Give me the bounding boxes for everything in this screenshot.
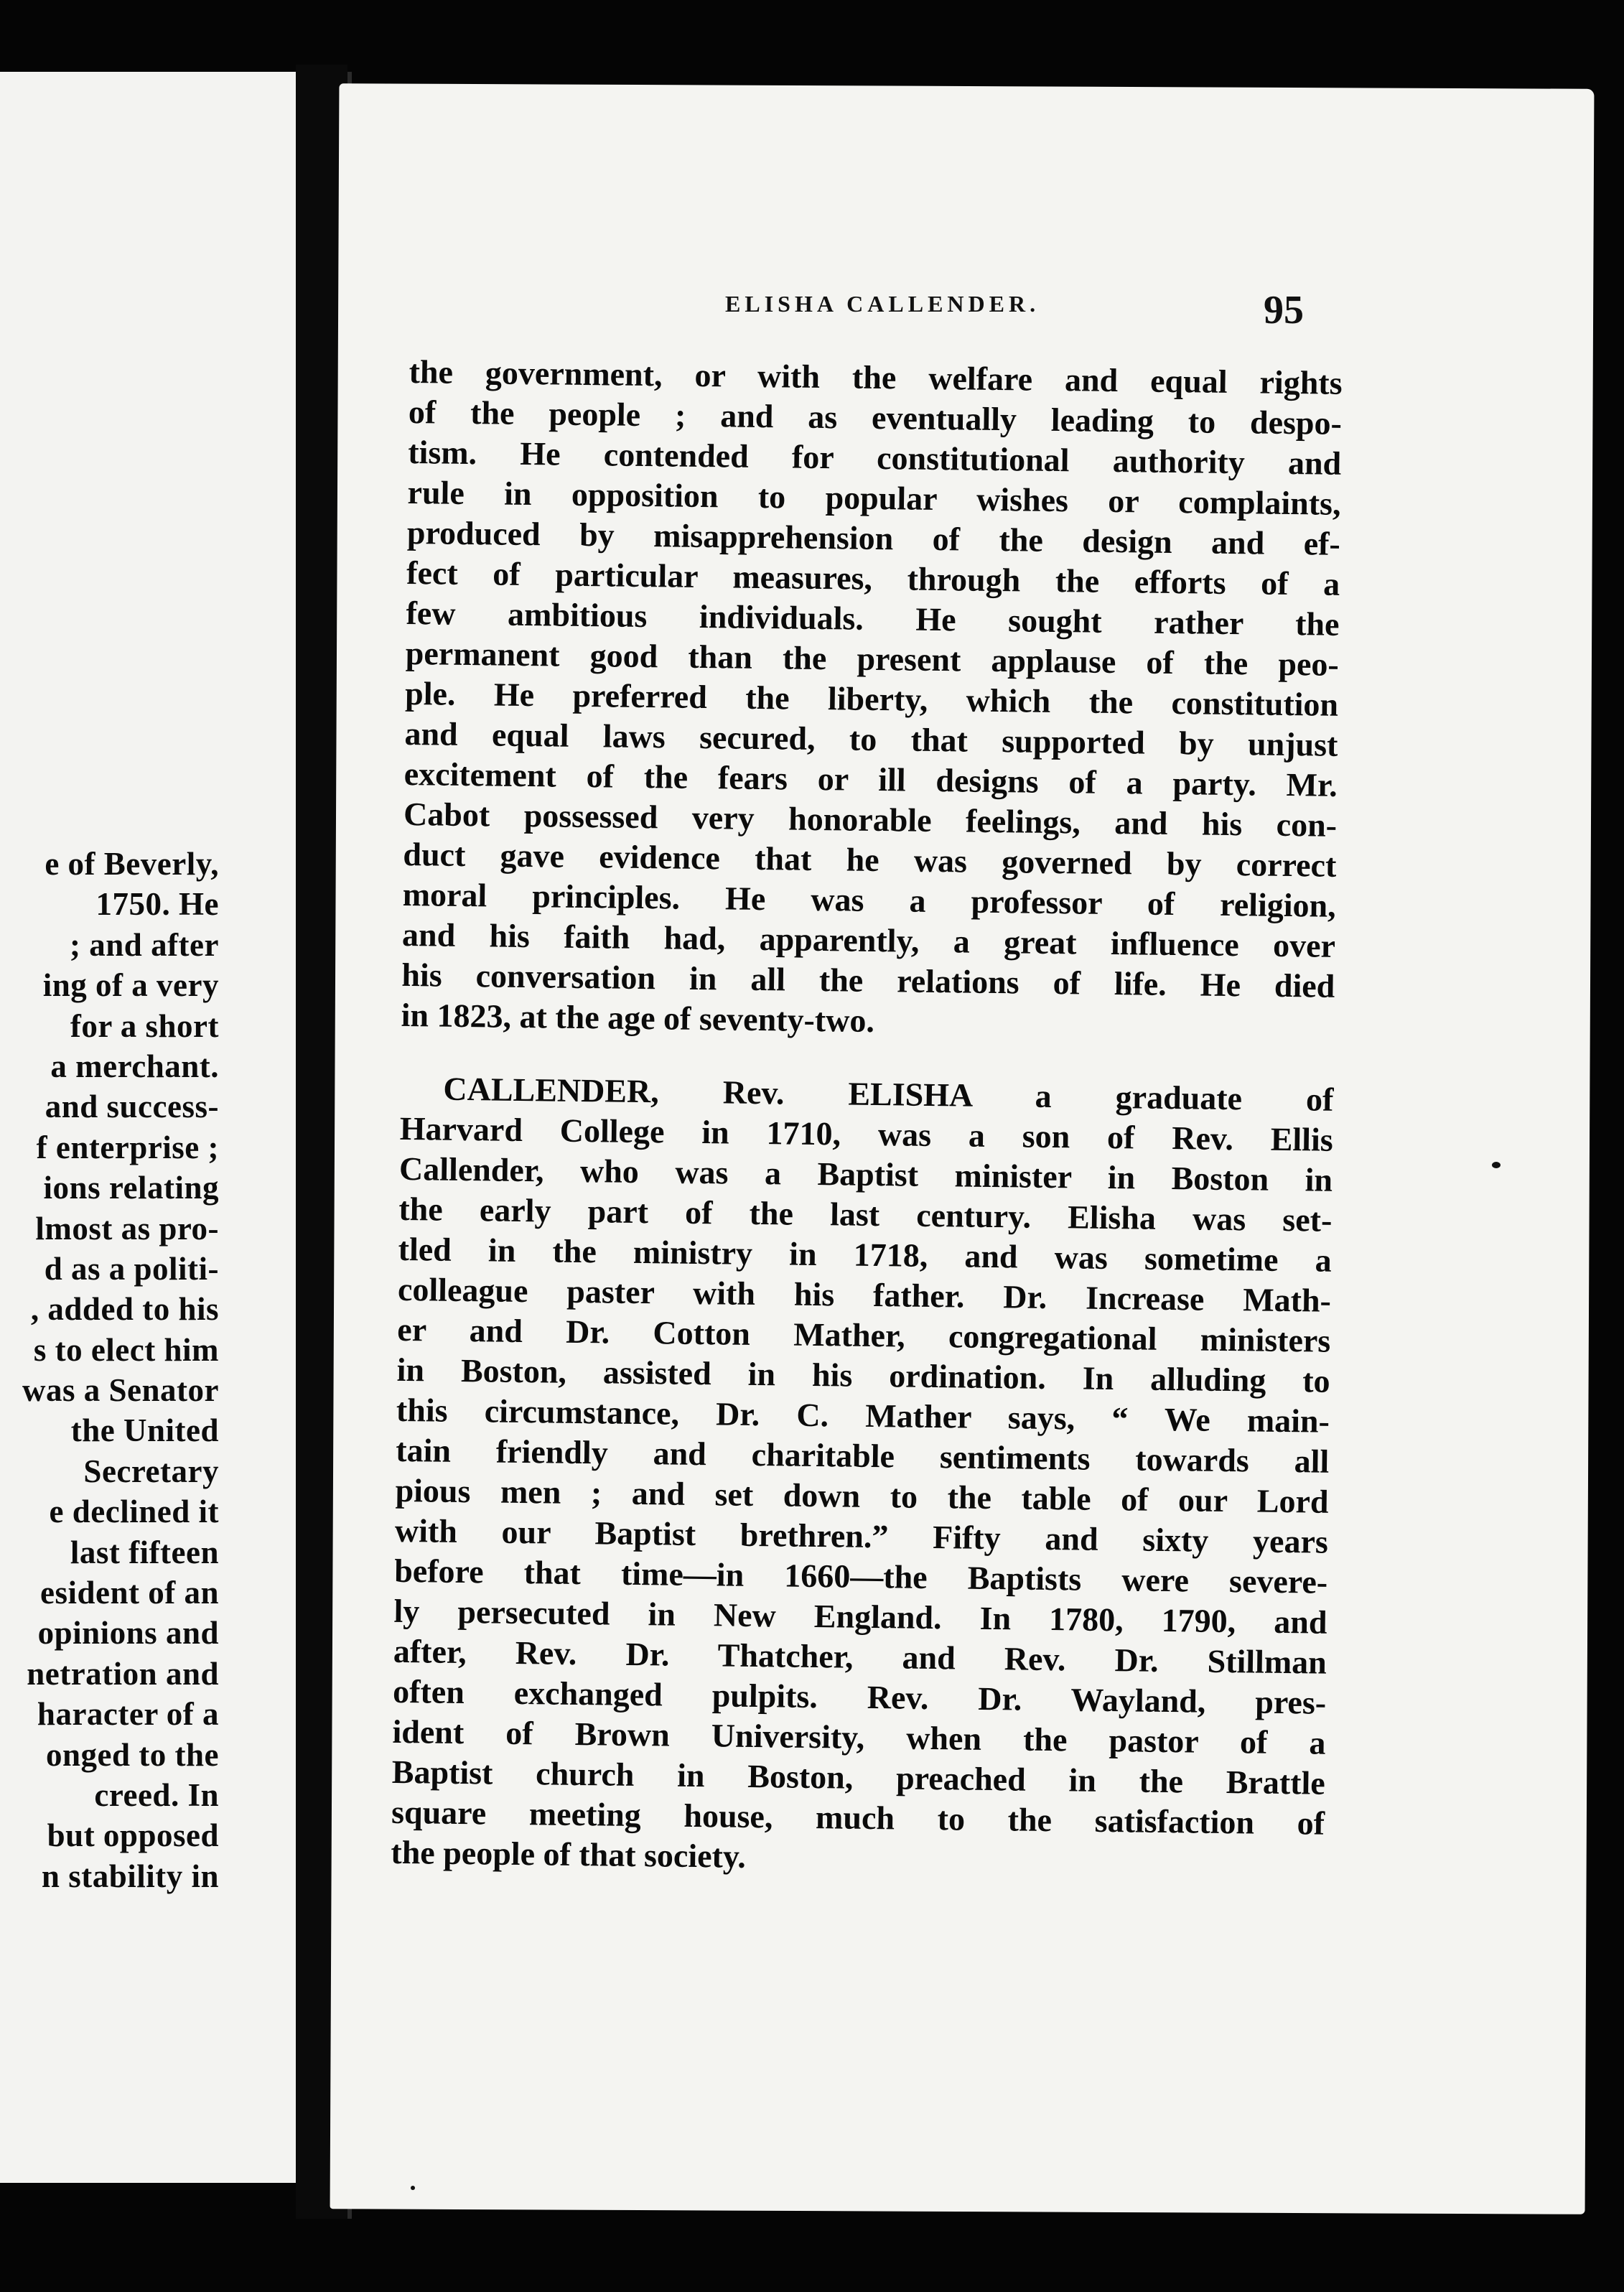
text-line: this circumstance, Dr. C. Mather says, “ We main- xyxy=(396,1391,1330,1440)
text-line: of the people ; and as eventually leading to despo- xyxy=(408,393,1343,442)
text-line: Cabot possessed very honorable feelings, and his con- xyxy=(403,795,1338,844)
text-line: duct gave evidence that he was governed by correct xyxy=(403,835,1337,884)
entry-heading-line: CALLENDER, Rev. ELISHA a graduate of xyxy=(443,1070,1334,1118)
left-line: n stability in xyxy=(41,1858,219,1894)
text-line: Harvard College in 1710, was a son of Rev. Ellis xyxy=(399,1109,1334,1158)
left-line: and success- xyxy=(45,1089,219,1125)
left-line: was a Senator xyxy=(22,1372,219,1409)
paragraph-2 xyxy=(391,1068,1334,1884)
left-line: lmost as pro- xyxy=(35,1210,219,1247)
text-line: rule in opposition to popular wishes or complaints, xyxy=(407,473,1341,522)
text-line: colleague paster with his father. Dr. Increase Math- xyxy=(397,1270,1332,1319)
ink-speck xyxy=(411,2186,415,2190)
left-line: haracter of a xyxy=(37,1696,219,1733)
text-line: few ambitious individuals. He sought rather the xyxy=(406,594,1340,643)
left-line: e of Beverly, xyxy=(45,846,219,882)
text-line: the people of that society. xyxy=(391,1833,747,1875)
left-line: a merchant. xyxy=(50,1048,219,1084)
left-line: d as a politi- xyxy=(44,1250,219,1287)
left-line: but opposed xyxy=(47,1817,219,1854)
left-line: esident of an xyxy=(39,1575,219,1611)
body-text xyxy=(391,352,1343,1884)
text-line: and his faith had, apparently, a great influence over xyxy=(401,916,1336,964)
left-line: ing of a very xyxy=(42,967,219,1004)
text-line: the early part of the last century. Elisha was set- xyxy=(398,1190,1333,1239)
text-line: permanent good than the present applause of the peo- xyxy=(405,634,1340,683)
text-line: ly persecuted in New England. In 1780, 1790, and xyxy=(393,1592,1327,1641)
left-line: f enterprise ; xyxy=(36,1129,219,1165)
text-line: tism. He contended for constitutional authority and xyxy=(407,433,1342,482)
text-line: ple. He preferred the liberty, which the constitution xyxy=(404,674,1339,723)
text-line: Baptist church in Boston, preached in the Brattle xyxy=(391,1753,1326,1802)
text-line: with our Baptist brethren.” Fifty and sixty years xyxy=(394,1511,1329,1560)
left-line: ; and after xyxy=(70,926,219,963)
left-line: onged to the xyxy=(46,1736,219,1773)
left-line: 1750. He xyxy=(95,886,219,923)
text-line: tled in the ministry in 1718, and was sometime a xyxy=(398,1230,1332,1279)
text-line: his conversation in all the relations of life. He died xyxy=(401,956,1335,1005)
left-page xyxy=(0,72,296,2183)
text-line: in 1823, at the age of seventy-two. xyxy=(401,996,875,1039)
text-line: fect of particular measures, through the efforts of a xyxy=(406,554,1340,602)
text-line: after, Rev. Dr. Thatcher, and Rev. Dr. Stillman xyxy=(393,1632,1327,1681)
left-line: netration and xyxy=(27,1655,219,1692)
text-line: square meeting house, much to the satisfaction of xyxy=(391,1793,1325,1842)
text-line: pious men ; and set down to the table of our Lord xyxy=(395,1471,1329,1520)
page-number: 95 xyxy=(1264,288,1304,332)
text-line: often exchanged pulpits. Rev. Dr. Wayland, pres- xyxy=(392,1672,1327,1721)
left-line: creed. In xyxy=(94,1776,219,1813)
text-line: the government, or with the welfare and equal rights xyxy=(409,353,1343,401)
left-line: ions relating xyxy=(43,1170,219,1206)
text-line: in Boston, assisted in his ordination. In alluding to xyxy=(396,1351,1330,1399)
left-line: for a short xyxy=(70,1007,219,1044)
text-line: ident of Brown University, when the pastor of a xyxy=(392,1713,1326,1761)
left-line: last fifteen xyxy=(70,1534,219,1570)
ink-speck xyxy=(1492,1162,1501,1168)
left-line: the United xyxy=(70,1412,219,1449)
left-line: e declined it xyxy=(49,1494,219,1530)
text-line: er and Dr. Cotton Mather, congregational ministers xyxy=(397,1310,1331,1359)
left-line: s to elect him xyxy=(33,1331,219,1368)
paragraph-1 xyxy=(401,352,1343,1047)
left-line: opinions and xyxy=(37,1615,219,1652)
text-line: excitement of the fears or ill designs of a party. Mr. xyxy=(403,755,1338,803)
left-line: Secretary xyxy=(83,1453,219,1489)
running-head: ELISHA CALLENDER. xyxy=(725,291,1040,317)
left-line: , added to his xyxy=(30,1291,219,1328)
left-page-text xyxy=(0,844,219,1896)
text-line: and equal laws secured, to that supported by unjust xyxy=(404,714,1338,763)
text-line: Callender, who was a Baptist minister in Boston in xyxy=(398,1150,1333,1198)
text-line: moral principles. He was a professor of religion, xyxy=(402,875,1336,924)
text-line: before that time—in 1660—the Baptists were severe- xyxy=(393,1552,1328,1601)
text-line: tain friendly and charitable sentiments towards all xyxy=(396,1431,1330,1480)
text-line: produced by misapprehension of the design and ef- xyxy=(406,513,1341,562)
